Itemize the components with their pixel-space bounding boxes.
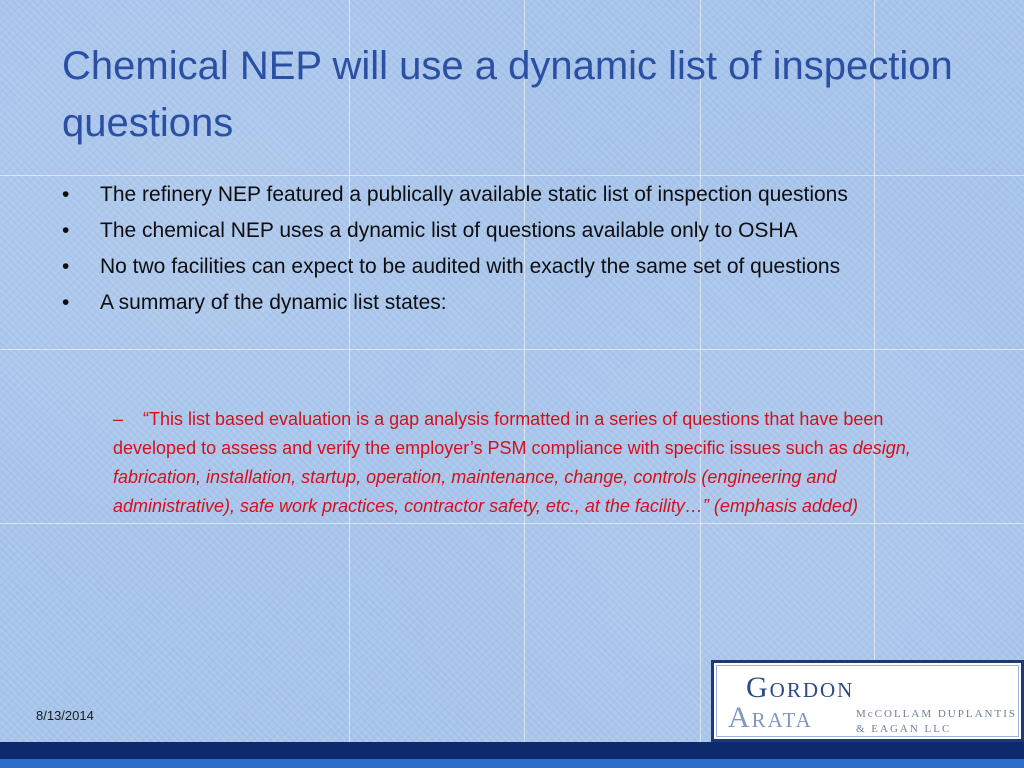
quote-block [113, 405, 953, 521]
logo-firm-line1: McCOLLAM DUPLANTIS [856, 708, 1017, 720]
bullet-icon: • [62, 291, 70, 314]
logo-line-arata: Arata [728, 701, 813, 734]
bullet-item [62, 183, 962, 207]
bullet-item [62, 255, 962, 279]
logo-line-gordon: Gordon [746, 671, 855, 704]
bullet-item [62, 219, 962, 243]
logo-firm-line2: & EAGAN LLC [856, 723, 952, 735]
slide-title: Chemical NEP will use a dynamic list of inspection questions [62, 44, 953, 145]
bullet-list [62, 183, 962, 327]
bullet-text: The refinery NEP featured a publically available static list of inspection questions [100, 183, 848, 206]
footer-strip [0, 759, 1024, 768]
bullet-icon: • [62, 255, 70, 278]
grid-line [0, 349, 1024, 350]
quote-emphasis: design, fabrication, installation, startup, operation, maintenance, change, controls (engineering and administrative), safe work practices, contractor safety, etc., at the facility…” (emphasis added) [113, 438, 911, 516]
bullet-text: No two facilities can expect to be audited with exactly the same set of questions [100, 255, 841, 278]
slide-date: 8/13/2014 [36, 708, 94, 723]
grid-line [0, 175, 1024, 176]
bullet-text: A summary of the dynamic list states: [100, 291, 447, 314]
firm-logo [711, 660, 1024, 742]
bullet-item [62, 291, 962, 315]
footer-bar [0, 742, 1024, 759]
bullet-icon: • [62, 183, 70, 206]
bullet-text: The chemical NEP uses a dynamic list of questions available only to OSHA [100, 219, 798, 242]
bullet-icon: • [62, 219, 70, 242]
dash-icon: – [113, 409, 124, 429]
quote-text: “This list based evaluation is a gap analysis formatted in a series of questions that have been developed to assess and verify the employer’s PSM compliance with specific issues such as [113, 409, 884, 458]
grid-line [0, 523, 1024, 524]
